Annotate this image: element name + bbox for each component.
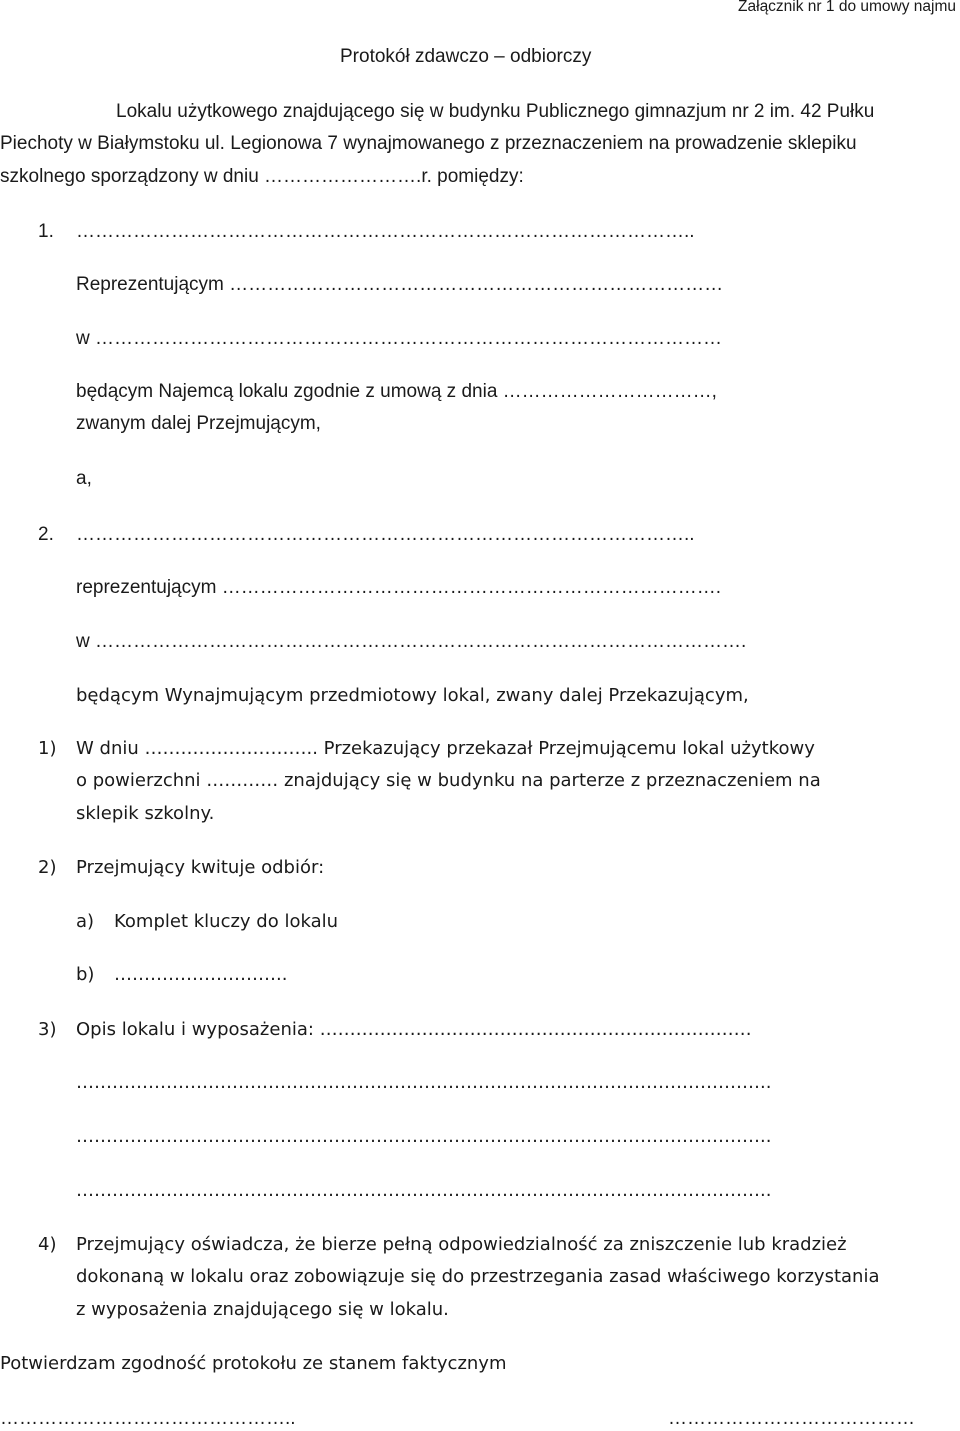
party2-role: będącym Wynajmującym przedmiotowy lokal, zwany dalej Przekazującym, bbox=[76, 685, 749, 706]
party2-name-blank: …………………………………………………………………………………….. bbox=[76, 524, 695, 545]
point3-blank-3: …………………………………………………………………………………………………….. bbox=[76, 1180, 772, 1201]
point4-number: 4) bbox=[38, 1234, 57, 1255]
point3-blank-1: …………………………………………………………………………………………………….. bbox=[76, 1072, 772, 1093]
attachment-note: Załącznik nr 1 do umowy najmu bbox=[738, 0, 956, 15]
point4-line-2: dokonaną w lokalu oraz zobowiązuje się do przestrzegania zasad właściwego korzystania bbox=[76, 1266, 880, 1287]
point1-line-1: W dniu ……………………….. Przekazujący przekazał Przejmującemu lokal użytkowy bbox=[76, 738, 815, 759]
intro-line-2: Piechoty w Białymstoku ul. Legionowa 7 wynajmowanego z przeznaczeniem na prowadzenie sklepiku bbox=[0, 133, 857, 154]
party2-number: 2. bbox=[38, 524, 54, 545]
point2-sub-b-label: b) bbox=[76, 964, 95, 985]
point2-sub-a-text: Komplet kluczy do lokalu bbox=[114, 911, 339, 932]
point4-line-1: Przejmujący oświadcza, że bierze pełną odpowiedzialność za zniszczenie lub kradzież bbox=[76, 1234, 847, 1255]
point3-text: Opis lokalu i wyposażenia: ……………………………………………………………… bbox=[76, 1019, 752, 1040]
party1-role: będącym Najemcą lokalu zgodnie z umową z dnia ……………………………, bbox=[76, 381, 717, 402]
point3-number: 3) bbox=[38, 1019, 57, 1040]
party2-representing: reprezentującym ……………………………………………………………………. bbox=[76, 577, 722, 598]
party1-representing: Reprezentującym …………………………………………………………………… bbox=[76, 274, 724, 295]
signature-right-blank: ………………………………… bbox=[668, 1408, 915, 1429]
conjunction: a, bbox=[76, 468, 92, 489]
point1-line-3: sklepik szkolny. bbox=[76, 803, 215, 824]
intro-line-1: Lokalu użytkowego znajdującego się w budynku Publicznego gimnazjum nr 2 im. 42 Pułku bbox=[116, 101, 875, 122]
point2-sub-b-blank: ……………………….. bbox=[114, 964, 288, 985]
signature-left-blank: ……………………………………….. bbox=[0, 1408, 296, 1429]
party1-alias: zwanym dalej Przejmującym, bbox=[76, 413, 321, 434]
point2-text: Przejmujący kwituje odbiór: bbox=[76, 857, 325, 878]
party1-name-blank: …………………………………………………………………………………….. bbox=[76, 221, 695, 242]
confirmation-text: Potwierdzam zgodność protokołu ze stanem faktycznym bbox=[0, 1353, 507, 1374]
point4-line-3: z wyposażenia znajdującego się w lokalu. bbox=[76, 1299, 449, 1320]
intro-line-3: szkolnego sporządzony w dniu …………………….r. pomiędzy: bbox=[0, 166, 524, 187]
point1-line-2: o powierzchni ………… znajdujący się w budynku na parterze z przeznaczeniem na bbox=[76, 770, 821, 791]
party1-number: 1. bbox=[38, 221, 54, 242]
point3-blank-2: …………………………………………………………………………………………………….. bbox=[76, 1126, 772, 1147]
party2-location: w …………………………………………………………………………………………. bbox=[76, 631, 747, 652]
point2-number: 2) bbox=[38, 857, 57, 878]
party1-location: w ……………………………………………………………………………………… bbox=[76, 328, 722, 349]
point2-sub-a-label: a) bbox=[76, 911, 95, 932]
document-title: Protokół zdawczo – odbiorczy bbox=[340, 46, 592, 67]
point1-number: 1) bbox=[38, 738, 57, 759]
